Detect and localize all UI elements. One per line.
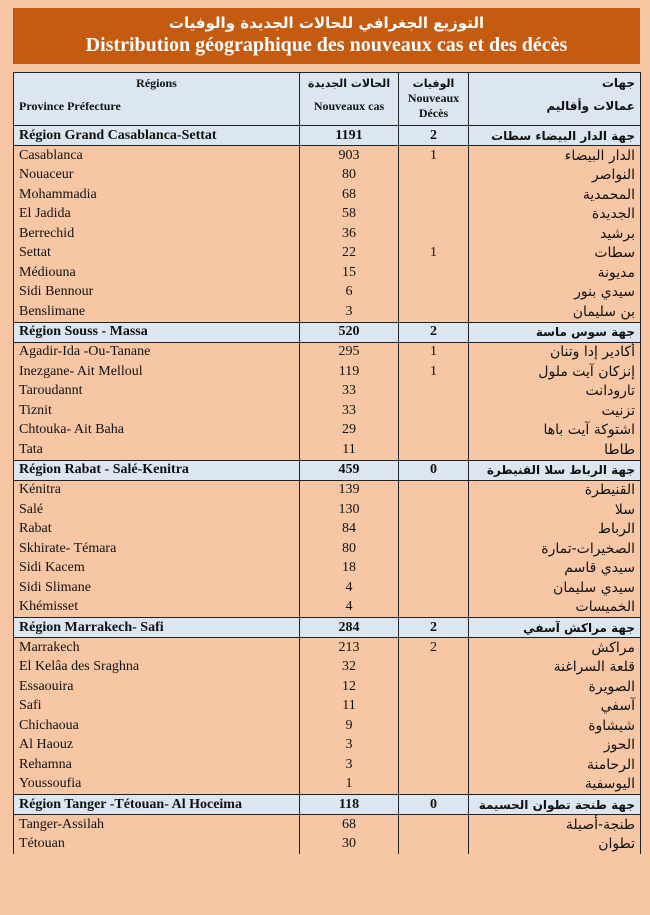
province-row <box>14 146 641 166</box>
province-name-fr: Kénitra <box>14 480 300 500</box>
province-name-ar: النواصر <box>469 166 641 186</box>
header-regions-ar: جهات عمالات وأقاليم <box>469 73 641 126</box>
province-cases: 3 <box>300 755 399 775</box>
province-name-fr: Taroudannt <box>14 382 300 402</box>
province-deaths <box>399 539 469 559</box>
province-deaths <box>399 185 469 205</box>
province-deaths <box>399 520 469 540</box>
province-row <box>14 578 641 598</box>
province-row <box>14 520 641 540</box>
province-name-ar: اشتوكة آيت باها <box>469 421 641 441</box>
province-name-fr: Inezgane- Ait Melloul <box>14 362 300 382</box>
province-name-fr: Nouaceur <box>14 166 300 186</box>
province-cases: 9 <box>300 716 399 736</box>
province-name-ar: مديونة <box>469 263 641 283</box>
region-row <box>14 322 641 342</box>
province-name-ar: الحوز <box>469 736 641 756</box>
province-name-fr: Médiouna <box>14 263 300 283</box>
province-name-ar: أكادير إدا وتنان <box>469 342 641 362</box>
province-row <box>14 283 641 303</box>
province-name-ar: اليوسفية <box>469 775 641 795</box>
region-cases: 459 <box>300 460 399 480</box>
province-cases: 6 <box>300 283 399 303</box>
title-banner <box>13 8 640 64</box>
province-cases: 68 <box>300 185 399 205</box>
province-deaths <box>399 835 469 855</box>
province-deaths <box>399 302 469 322</box>
province-name-ar: الصخيرات-تمارة <box>469 539 641 559</box>
region-name-fr: Région Grand Casablanca-Settat <box>14 126 300 146</box>
region-name-ar: جهة طنجة تطوان الحسيمة <box>469 795 641 815</box>
province-deaths <box>399 658 469 678</box>
province-deaths <box>399 440 469 460</box>
province-cases: 119 <box>300 362 399 382</box>
province-name-fr: Sidi Bennour <box>14 283 300 303</box>
province-name-ar: إنزكان آيت ملول <box>469 362 641 382</box>
province-name-ar: شيشاوة <box>469 716 641 736</box>
province-name-ar: طنجة-أصيلة <box>469 815 641 835</box>
province-deaths <box>399 775 469 795</box>
region-cases: 284 <box>300 618 399 638</box>
province-name-fr: Tata <box>14 440 300 460</box>
header-new-cases: الحالات الجديدة Nouveaux cas <box>300 73 399 126</box>
province-deaths <box>399 815 469 835</box>
province-row <box>14 166 641 186</box>
header-regions-fr: Régions Province Préfecture <box>14 73 300 126</box>
province-deaths <box>399 500 469 520</box>
province-row <box>14 440 641 460</box>
province-name-fr: Tétouan <box>14 835 300 855</box>
province-cases: 1 <box>300 775 399 795</box>
province-cases: 295 <box>300 342 399 362</box>
province-row <box>14 835 641 855</box>
region-deaths: 2 <box>399 618 469 638</box>
province-cases: 12 <box>300 677 399 697</box>
province-row <box>14 263 641 283</box>
province-name-ar: تارودانت <box>469 382 641 402</box>
distribution-table <box>13 72 641 854</box>
province-deaths <box>399 755 469 775</box>
province-cases: 30 <box>300 835 399 855</box>
province-row <box>14 697 641 717</box>
province-name-ar: الدار البيضاء <box>469 146 641 166</box>
province-cases: 68 <box>300 815 399 835</box>
province-row <box>14 302 641 322</box>
province-row <box>14 677 641 697</box>
province-cases: 18 <box>300 559 399 579</box>
province-deaths <box>399 480 469 500</box>
region-name-ar: جهة الدار البيضاء سطات <box>469 126 641 146</box>
province-row <box>14 382 641 402</box>
province-name-ar: بن سليمان <box>469 302 641 322</box>
province-cases: 33 <box>300 382 399 402</box>
province-name-ar: سطات <box>469 244 641 264</box>
province-deaths <box>399 166 469 186</box>
province-deaths <box>399 598 469 618</box>
province-deaths <box>399 382 469 402</box>
province-name-ar: الخميسات <box>469 598 641 618</box>
region-cases: 118 <box>300 795 399 815</box>
region-cases: 520 <box>300 322 399 342</box>
province-deaths: 1 <box>399 362 469 382</box>
province-name-fr: Khémisset <box>14 598 300 618</box>
province-row <box>14 480 641 500</box>
province-name-ar: تطوان <box>469 835 641 855</box>
province-name-fr: Sidi Kacem <box>14 559 300 579</box>
province-deaths: 2 <box>399 638 469 658</box>
region-cases: 1191 <box>300 126 399 146</box>
region-name-fr: Région Marrakech- Safi <box>14 618 300 638</box>
province-row <box>14 736 641 756</box>
province-name-fr: Casablanca <box>14 146 300 166</box>
province-row <box>14 638 641 658</box>
province-cases: 22 <box>300 244 399 264</box>
region-row <box>14 460 641 480</box>
province-cases: 36 <box>300 224 399 244</box>
region-deaths: 2 <box>399 126 469 146</box>
province-name-fr: El Jadida <box>14 205 300 225</box>
province-cases: 11 <box>300 440 399 460</box>
province-name-fr: Safi <box>14 697 300 717</box>
region-deaths: 0 <box>399 460 469 480</box>
province-row <box>14 224 641 244</box>
province-cases: 3 <box>300 736 399 756</box>
region-deaths: 2 <box>399 322 469 342</box>
province-deaths: 1 <box>399 342 469 362</box>
province-name-ar: برشيد <box>469 224 641 244</box>
province-row <box>14 421 641 441</box>
province-row <box>14 342 641 362</box>
province-deaths <box>399 224 469 244</box>
province-row <box>14 185 641 205</box>
province-deaths <box>399 716 469 736</box>
province-cases: 213 <box>300 638 399 658</box>
province-name-fr: Chtouka- Ait Baha <box>14 421 300 441</box>
region-row <box>14 618 641 638</box>
province-name-fr: Berrechid <box>14 224 300 244</box>
province-deaths <box>399 736 469 756</box>
province-name-fr: Al Haouz <box>14 736 300 756</box>
province-name-ar: آسفي <box>469 697 641 717</box>
province-name-fr: Sidi Slimane <box>14 578 300 598</box>
province-name-ar: الجديدة <box>469 205 641 225</box>
province-name-fr: El Kelâa des Sraghna <box>14 658 300 678</box>
province-name-fr: Chichaoua <box>14 716 300 736</box>
province-name-fr: Settat <box>14 244 300 264</box>
region-name-ar: جهة سوس ماسة <box>469 322 641 342</box>
province-row <box>14 244 641 264</box>
region-row <box>14 795 641 815</box>
province-name-ar: سيدي سليمان <box>469 578 641 598</box>
province-name-fr: Mohammadia <box>14 185 300 205</box>
province-name-ar: سيدي بنور <box>469 283 641 303</box>
title-french: Distribution géographique des nouveaux cas et des décès <box>85 34 568 56</box>
province-deaths <box>399 401 469 421</box>
province-deaths <box>399 205 469 225</box>
province-name-fr: Rabat <box>14 520 300 540</box>
province-deaths: 1 <box>399 244 469 264</box>
province-name-fr: Salé <box>14 500 300 520</box>
province-cases: 84 <box>300 520 399 540</box>
province-name-ar: القنيطرة <box>469 480 641 500</box>
region-name-ar: جهة الرباط سلا القنيطرة <box>469 460 641 480</box>
province-cases: 15 <box>300 263 399 283</box>
province-name-fr: Marrakech <box>14 638 300 658</box>
province-deaths <box>399 578 469 598</box>
province-name-ar: قلعة السراغنة <box>469 658 641 678</box>
province-deaths <box>399 283 469 303</box>
province-row <box>14 658 641 678</box>
province-cases: 903 <box>300 146 399 166</box>
province-cases: 130 <box>300 500 399 520</box>
province-cases: 80 <box>300 539 399 559</box>
province-name-fr: Agadir-Ida -Ou-Tanane <box>14 342 300 362</box>
province-name-ar: تزنيت <box>469 401 641 421</box>
province-row <box>14 716 641 736</box>
province-row <box>14 755 641 775</box>
province-cases: 80 <box>300 166 399 186</box>
province-row <box>14 205 641 225</box>
province-cases: 139 <box>300 480 399 500</box>
region-deaths: 0 <box>399 795 469 815</box>
table-header-row <box>14 73 641 126</box>
region-name-fr: Région Souss - Massa <box>14 322 300 342</box>
province-row <box>14 362 641 382</box>
province-row <box>14 500 641 520</box>
province-name-ar: طاطا <box>469 440 641 460</box>
province-row <box>14 401 641 421</box>
province-deaths <box>399 263 469 283</box>
province-cases: 33 <box>300 401 399 421</box>
province-name-ar: الرباط <box>469 520 641 540</box>
province-cases: 3 <box>300 302 399 322</box>
province-name-fr: Essaouira <box>14 677 300 697</box>
province-deaths <box>399 559 469 579</box>
province-name-ar: الصويرة <box>469 677 641 697</box>
region-row <box>14 126 641 146</box>
province-name-fr: Benslimane <box>14 302 300 322</box>
province-name-fr: Tiznit <box>14 401 300 421</box>
region-name-ar: جهة مراكش آسفي <box>469 618 641 638</box>
province-name-ar: سلا <box>469 500 641 520</box>
province-name-fr: Skhirate- Témara <box>14 539 300 559</box>
province-deaths: 1 <box>399 146 469 166</box>
header-new-deaths: الوفيات Nouveaux Décès <box>399 73 469 126</box>
province-name-ar: المحمدية <box>469 185 641 205</box>
province-row <box>14 559 641 579</box>
province-row <box>14 598 641 618</box>
province-row <box>14 539 641 559</box>
province-name-fr: Tanger-Assilah <box>14 815 300 835</box>
province-name-ar: سيدي قاسم <box>469 559 641 579</box>
region-name-fr: Région Rabat - Salé-Kenitra <box>14 460 300 480</box>
province-cases: 11 <box>300 697 399 717</box>
province-row <box>14 775 641 795</box>
province-cases: 29 <box>300 421 399 441</box>
title-arabic: التوزيع الجغرافي للحالات الجديدة والوفيات <box>168 14 485 32</box>
province-cases: 32 <box>300 658 399 678</box>
province-name-fr: Youssoufia <box>14 775 300 795</box>
province-deaths <box>399 697 469 717</box>
province-cases: 4 <box>300 578 399 598</box>
province-name-ar: مراكش <box>469 638 641 658</box>
region-name-fr: Région Tanger -Tétouan- Al Hoceima <box>14 795 300 815</box>
province-row <box>14 815 641 835</box>
province-name-ar: الرحامنة <box>469 755 641 775</box>
province-name-fr: Rehamna <box>14 755 300 775</box>
province-cases: 4 <box>300 598 399 618</box>
province-deaths <box>399 677 469 697</box>
province-deaths <box>399 421 469 441</box>
province-cases: 58 <box>300 205 399 225</box>
